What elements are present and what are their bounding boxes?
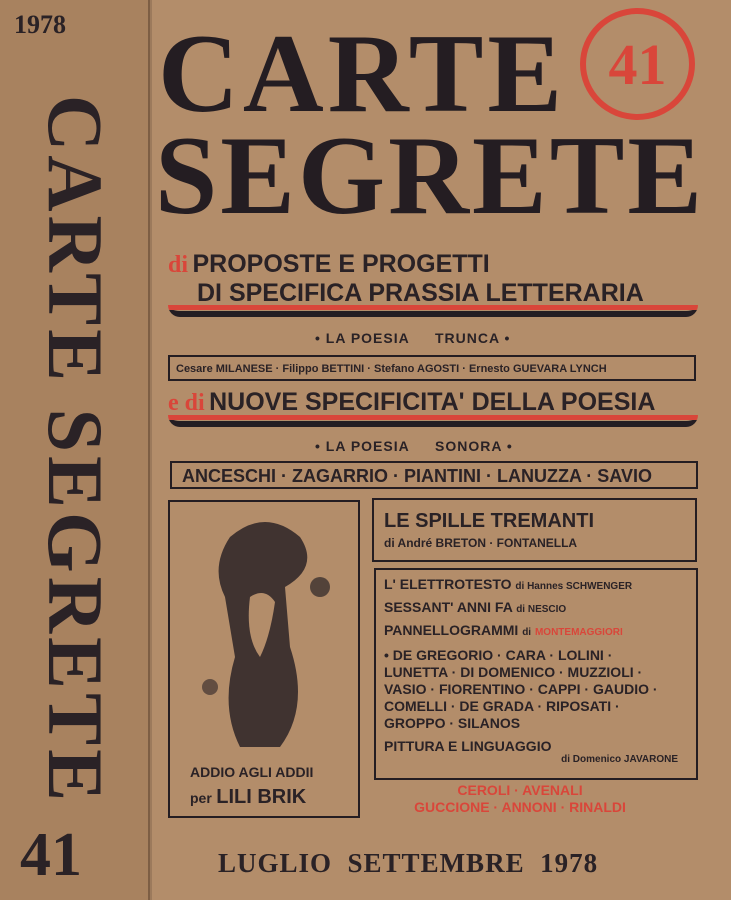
contents-item: SESSANT' ANNI FA di NESCIO (384, 599, 567, 615)
title-segrete: SEGRETE (155, 114, 706, 238)
spine (0, 0, 150, 900)
feature-title: LE SPILLE TREMANTI (384, 510, 594, 532)
section2-heading (168, 388, 655, 417)
names-line: GROPPO · SILANOS (384, 715, 521, 731)
spine-issue-number: 41 (20, 821, 82, 889)
section1-prefix: di (168, 252, 189, 278)
section1-authors: Cesare MILANESE · Filippo BETTINI · Stefano AGOSTI · Ernesto GUEVARA LYNCH (168, 355, 696, 381)
contents-item: PANNELLOGRAMMI di MONTEMAGGIORI (384, 622, 623, 638)
names-line: COMELLI · DE GRADA · RIPOSATI · (384, 698, 620, 714)
spine-year: 1978 (14, 10, 66, 39)
illustration-caption: ADDIO AGLI ADDII (190, 764, 314, 780)
illustration-box (168, 500, 360, 818)
section1-sub-right: TRUNCA • (435, 330, 511, 346)
section2-prefix: e di (168, 390, 205, 416)
feature-box (372, 498, 697, 562)
pittura-title: PITTURA E LINGUAGGIO (384, 738, 552, 754)
feature-byline: di André BRETON · FONTANELLA (384, 536, 578, 550)
contents-box (374, 568, 698, 780)
section1-sub-left: • LA POESIA (315, 330, 410, 346)
section1-line1: PROPOSTE E PROGETTI (192, 250, 490, 278)
section2-line1: NUOVE SPECIFICITA' DELLA POESIA (209, 388, 656, 416)
artists-list (400, 782, 640, 816)
contents-item: L' ELETTROTESTO di Hannes SCHWENGER (384, 576, 633, 592)
issue-number: 41 (608, 31, 667, 97)
section2-sub-left: • LA POESIA (315, 438, 410, 454)
caption-prefix: per (190, 790, 212, 806)
spine-title: CARTE SEGRETE (32, 94, 119, 806)
title-carte: CARTE (158, 12, 567, 136)
artists-line: GUCCIONE · ANNONI · RINALDI (414, 799, 626, 815)
names-line: LUNETTA · DI DOMENICO · MUZZIOLI · (384, 664, 643, 680)
section1-heading (168, 250, 644, 307)
decorative-swoosh (168, 305, 698, 317)
section1-line2: DI SPECIFICA PRASSIA LETTERARIA (197, 279, 644, 307)
section2-sub-right: SONORA • (435, 438, 513, 454)
artists-line: CEROLI · AVENALI (457, 782, 583, 798)
names-line: • DE GREGORIO · CARA · LOLINI · (384, 647, 613, 663)
issue-number-badge (580, 8, 695, 120)
issue-date: LUGLIO SETTEMBRE 1978 (218, 848, 599, 878)
names-line: VASIO · FIORENTINO · CAPPI · GAUDIO · (384, 681, 658, 697)
illustration-portrait (170, 507, 358, 757)
decorative-swoosh (168, 415, 698, 427)
pittura-byline: di Domenico JAVARONE (561, 754, 678, 765)
caption-name: LILI BRIK (216, 786, 307, 808)
section2-authors: ANCESCHI · ZAGARRIO · PIANTINI · LANUZZA · SAVIO (170, 461, 698, 489)
